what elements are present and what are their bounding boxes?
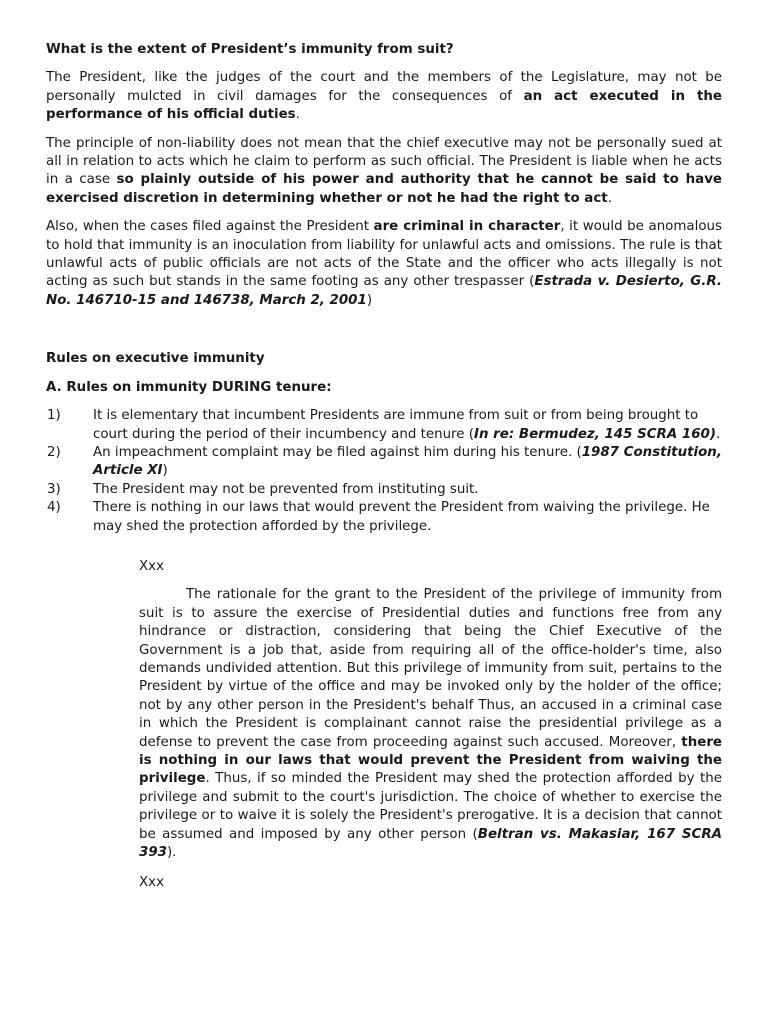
paragraph-2-end: .	[607, 190, 612, 206]
paragraph-3-end: )	[366, 292, 373, 308]
list-item-end: .	[715, 426, 721, 442]
list-item-number: 2)	[47, 444, 61, 460]
ellipsis-marker-bottom: Xxx	[139, 875, 165, 891]
ellipsis-marker-top: Xxx	[139, 558, 165, 574]
paragraph-1-bold: an act executed in the performance of his official duties	[46, 88, 722, 123]
paragraph-1	[46, 69, 722, 124]
paragraph-3-bold: are criminal in character	[373, 219, 561, 235]
list-item-number: 1)	[47, 408, 61, 424]
paragraph-1-text: The President, like the judges of the court and the members of the Legislature, may not be personally mulcted in civil damages for the consequences of	[46, 70, 722, 104]
quote-text2: . Thus, if so minded the President may shed the protection afforded by the privilege and submit to the court's jurisdiction. The choice of whether to exercise the privilege or to waive it is solely the President's prerogative. It is a decision that cannot be assumed and imposed by any other person (	[139, 771, 722, 842]
paragraph-3	[46, 218, 722, 310]
quote-bold: there is nothing in our laws that would prevent the President from waiving the privilege	[139, 734, 722, 787]
document-page	[46, 41, 722, 893]
list-item	[46, 481, 722, 499]
list-item-number: 4)	[47, 500, 61, 516]
paragraph-1-end: .	[295, 107, 300, 123]
quote-block	[139, 558, 722, 893]
list-item-end: )	[162, 463, 168, 479]
list-item-text: The President may not be prevented from instituting suit.	[93, 481, 479, 497]
quote-text: The rationale for the grant to the President of the privilege of immunity from suit is to assure the exercise of Presidential duties and functions free from any hindrance or distraction, considering that being the Chief Executive of the Government is a job that, aside from requiring all of the office-holder's time, also demands undivided attention. But this privilege of immunity from suit, pertains to the President by virtue of the office and may be invoked only by the holder of the office; not by any other person in the President's behalf Thus, an accused in a criminal case in which the President is complainant cannot raise the presidential privilege as a defense to prevent the case from proceeding against such accused. Moreover,	[139, 587, 722, 750]
quote-paragraph	[139, 586, 722, 862]
rules-subtitle: A. Rules on immunity DURING tenure:	[46, 379, 332, 395]
list-item	[46, 444, 722, 481]
paragraph-2-bold: so plainly outside of his power and authority that he cannot be said to have exercised discretion in determining whether or not he had the right to act	[46, 172, 723, 206]
question-heading: What is the extent of President’s immunity from suit?	[46, 42, 454, 57]
list-item-text: There is nothing in our laws that would prevent the President from waiving the privilege. He may shed the protection afforded by the privilege.	[93, 500, 710, 534]
paragraph-3-text2: , it would be anomalous to hold that immunity is an inoculation from liability for unlawful acts and omissions. The rule is that unlawful acts of public officials are not acts of the State and the officer who acts illegally is not acting as such but stands in the same footing as any other trespasser (	[46, 219, 722, 290]
spacer	[46, 310, 722, 350]
quote-end: ).	[166, 845, 177, 861]
quote-citation: Beltran vs. Makasiar, 167 SCRA 393	[139, 826, 722, 861]
list-item-citation: 1987 Constitution, Article XI	[93, 444, 722, 479]
paragraph-3-citation: Estrada v. Desierto, G.R. No. 146710-15 and 146738, March 2, 2001	[46, 274, 723, 308]
list-item-number: 3)	[47, 481, 61, 497]
list-item-text: It is elementary that incumbent Presidents are immune from suit or from being brought to court during the period of their incumbency and tenure (	[93, 408, 699, 442]
paragraph-3-text: Also, when the cases filed against the President	[46, 219, 374, 235]
rules-title: Rules on executive immunity	[46, 351, 265, 367]
paragraph-2	[46, 135, 722, 209]
list-item	[46, 407, 722, 444]
list-item-citation: In re: Bermudez, 145 SCRA 160)	[474, 426, 716, 442]
paragraph-2-text: The principle of non-liability does not mean that the chief executive may not be personally sued at all in relation to acts which he claim to perform as such official. The President is liable when he acts in a case	[46, 135, 722, 188]
list-item-text: An impeachment complaint may be filed against him during his tenure. (	[93, 444, 582, 460]
rules-list	[46, 407, 722, 536]
list-item	[46, 499, 722, 536]
